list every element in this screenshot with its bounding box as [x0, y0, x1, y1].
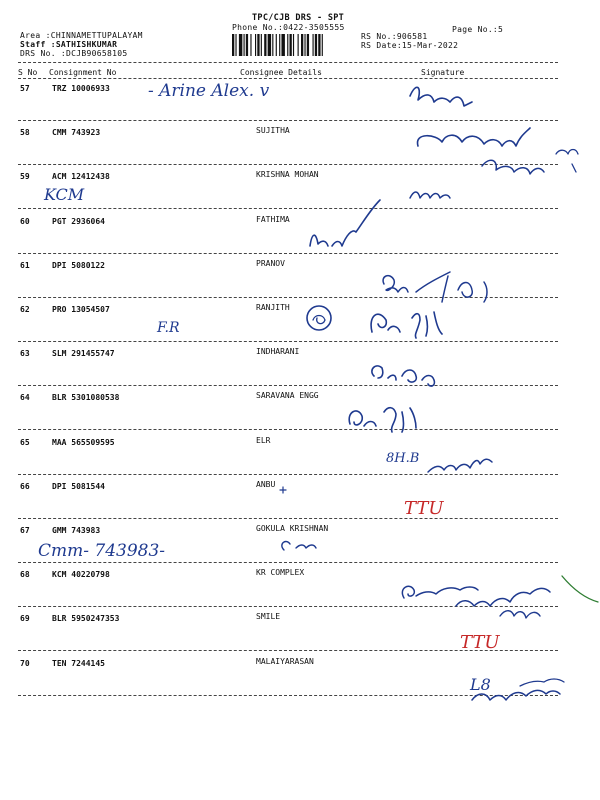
row-separator [18, 606, 558, 607]
signature-65 [428, 459, 492, 472]
barcode-bar [235, 34, 236, 56]
barcode-bar [315, 34, 317, 56]
signature-60 [310, 200, 380, 246]
row-consignee-name: INDHARANI [256, 347, 300, 357]
row-consignment-number: KCM 40220798 [52, 570, 110, 580]
barcode-bar [301, 34, 303, 56]
handwritten-note-67: Cmm- 743983- [38, 541, 166, 561]
page-number: Page No.:5 [452, 25, 504, 34]
column-header-signature: Signature [421, 68, 465, 77]
barcode-bar [279, 34, 280, 56]
row-consignment-number: TEN 7244145 [52, 658, 105, 668]
row-serial-number: 57 [20, 84, 30, 93]
barcode-bar [268, 34, 271, 56]
column-header-sno: S No [18, 68, 38, 77]
row-consignment-number: DPI 5081544 [52, 481, 105, 491]
small-mark-66 [280, 487, 286, 493]
row-separator [18, 695, 558, 696]
staff-label: Staff :SATHISHKUMAR [20, 40, 118, 49]
row-separator [18, 164, 558, 165]
barcode-bar [287, 34, 288, 56]
row-separator [18, 429, 558, 430]
rs-number: RS No.:906581 [361, 32, 428, 41]
signature-67 [282, 542, 316, 550]
row-consignee-name: KR COMPLEX [256, 568, 305, 578]
row-consignment-number: ACM 12412438 [52, 172, 110, 182]
signature-64 [349, 408, 416, 432]
signature-70-tail [520, 679, 564, 686]
signature-68-a [402, 586, 478, 598]
row-separator [18, 341, 558, 342]
row-consignee-name: ELR [256, 435, 271, 445]
row-consignee-name: ANBU [256, 479, 276, 489]
barcode-bar [244, 34, 245, 56]
row-serial-number: 65 [20, 437, 30, 447]
row-consignee-name: KRISHNA MOHAN [256, 170, 319, 180]
barcode-bar [255, 34, 256, 56]
barcode-bar [313, 34, 314, 56]
row-consignee-name: GOKULA KRISHNAN [256, 524, 329, 533]
barcode-bar [239, 34, 242, 56]
handwritten-note-65: 8H.B [386, 451, 420, 466]
row-separator [18, 562, 558, 563]
phone-number: Phone No.:0422-3505555 [232, 23, 345, 32]
row-consignee-name: SARAVANA ENGG [256, 391, 319, 401]
signature-68-c [500, 611, 540, 618]
barcode-bar [272, 34, 273, 56]
stamp-circle-62 [307, 306, 331, 330]
row-consignment-number: TRZ 10006933 [52, 84, 110, 93]
barcode-bar [293, 34, 294, 56]
handwritten-mark-69: TTU [460, 632, 500, 653]
column-header-separator [18, 78, 558, 79]
row-consignee-name: SUJITHA [256, 126, 290, 136]
row-consignment-number: CMM 743923 [52, 128, 101, 138]
row-consignment-number: PRO 13054507 [52, 305, 110, 314]
row-serial-number: 64 [20, 393, 30, 403]
barcode-bar [264, 34, 266, 56]
signature-58-a [418, 128, 530, 146]
signature-62 [371, 312, 442, 338]
signature-58-b [482, 160, 544, 174]
row-consignment-number: BLR 5301080538 [52, 393, 120, 403]
barcode-image [232, 34, 350, 56]
row-separator [18, 518, 558, 519]
row-serial-number: 59 [20, 172, 30, 182]
row-serial-number: 68 [20, 570, 30, 580]
handwritten-name-57: - Arine Alex. v [148, 81, 270, 101]
row-consignee-name: FATHIMA [256, 214, 290, 224]
row-consignment-number: SLM 291455747 [52, 349, 115, 359]
row-separator [18, 253, 558, 254]
barcode-bar [257, 34, 259, 56]
handwritten-mark-66: TTU [404, 498, 444, 519]
barcode-bar [276, 34, 277, 56]
row-separator [18, 208, 558, 209]
row-serial-number: 63 [20, 349, 30, 359]
rs-date: RS Date:15-Mar-2022 [361, 41, 459, 50]
row-serial-number: 67 [20, 526, 30, 535]
signature-58-c [556, 150, 578, 173]
row-consignment-number: BLR 5950247353 [52, 614, 120, 624]
handwritten-note-62: F.R [157, 320, 180, 336]
stamp-mark-62 [313, 316, 325, 324]
row-separator [18, 474, 558, 475]
row-serial-number: 60 [20, 216, 30, 226]
signature-57 [410, 87, 472, 106]
drs-number: DRS No. :DCJB90658105 [20, 49, 128, 58]
barcode-bar [232, 34, 234, 56]
barcode-bar [304, 34, 305, 56]
column-header-consignee: Consignee Details [240, 68, 322, 77]
row-serial-number: 69 [20, 614, 30, 624]
row-consignment-number: MAA 565509595 [52, 437, 115, 447]
barcode-bar [307, 34, 309, 56]
barcode-bar [290, 34, 292, 56]
row-serial-number: 61 [20, 260, 30, 270]
row-serial-number: 70 [20, 658, 30, 668]
row-consignment-number: PGT 2936064 [52, 216, 105, 226]
row-consignee-name: RANJITH [256, 303, 290, 312]
barcode-bar [318, 34, 320, 56]
row-separator [18, 297, 558, 298]
handwritten-note-70: L8 [470, 675, 491, 694]
column-header-consignment: Consignment No [49, 68, 117, 77]
row-consignee-name: MALAIYARASAN [256, 656, 314, 666]
row-separator [18, 120, 558, 121]
handwritten-note-59: KCM [44, 185, 85, 204]
signature-63 [372, 366, 435, 386]
signature-68-b [456, 588, 550, 606]
row-separator [18, 650, 558, 651]
row-consignee-name: PRANOV [256, 258, 285, 268]
header-separator [18, 62, 558, 63]
barcode-bar [246, 34, 248, 56]
row-consignment-number: DPI 5080122 [52, 260, 105, 270]
row-serial-number: 66 [20, 481, 30, 491]
row-consignment-number: GMM 743983 [52, 526, 101, 535]
area-label: Area :CHINNAMETTUPALAYAM [20, 31, 143, 40]
row-separator [18, 385, 558, 386]
barcode-bar [261, 34, 262, 56]
barcode-bar [298, 34, 299, 56]
row-serial-number: 58 [20, 128, 30, 138]
signature-59 [410, 192, 450, 198]
barcode-bar [281, 34, 284, 56]
row-serial-number: 62 [20, 305, 30, 314]
document-title: TPC/CJB DRS - SPT [252, 13, 345, 23]
barcode-bar [250, 34, 251, 56]
row-consignee-name: SMILE [256, 612, 281, 622]
barcode-bar [322, 34, 323, 56]
ink-stroke-68 [562, 576, 598, 602]
